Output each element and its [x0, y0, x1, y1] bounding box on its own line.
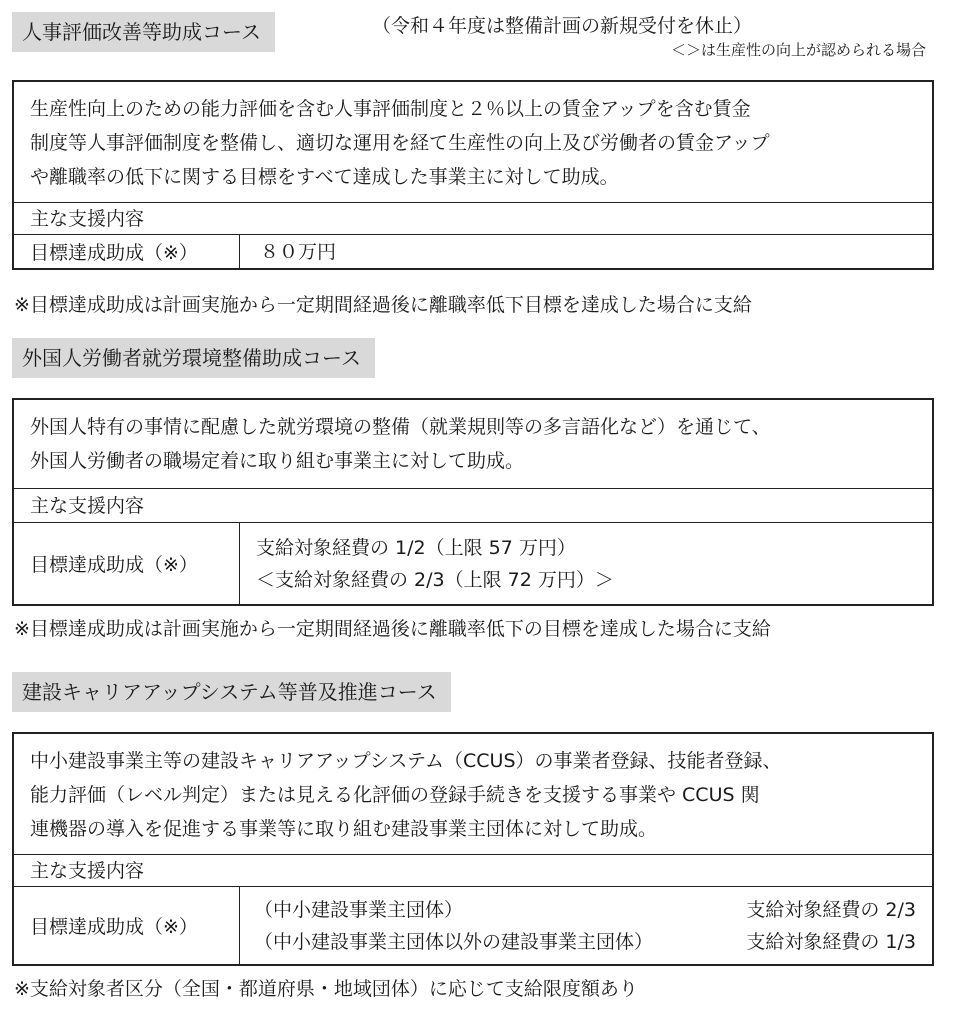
- course-box: [12, 398, 934, 606]
- description-line: 生産性向上のための能力評価を含む人事評価制度と２％以上の賃金アップを含む賃金: [30, 98, 751, 120]
- course-heading-row: [12, 672, 934, 712]
- item-name: 目標達成助成（※）: [14, 235, 240, 268]
- description-line: 能力評価（レベル判定）または見える化評価の登録手続きを支援する事業や CCUS 関: [30, 784, 760, 806]
- course-footnote: ※目標達成助成は計画実施から一定期間経過後に離職率低下目標を達成した場合に支給: [14, 294, 752, 316]
- course-description: [14, 82, 932, 202]
- rate-row: [254, 926, 932, 958]
- item-value: [240, 887, 932, 964]
- description-line: 制度等人事評価制度を整備し、適切な運用を経て生産性の向上及び労働者の賃金アップ: [30, 132, 770, 154]
- course-title: 建設キャリアアップシステム等普及推進コース: [12, 672, 451, 712]
- course-box: [12, 80, 934, 270]
- rate-group: （中小建設事業主団体）: [254, 898, 464, 921]
- course-footnote: ※目標達成助成は計画実施から一定期間経過後に離職率低下の目標を達成した場合に支給: [14, 618, 771, 640]
- rate-group: （中小建設事業主団体以外の建設事業主団体）: [254, 930, 654, 953]
- description-line: 中小建設事業主等の建設キャリアアップシステム（CCUS）の事業者登録、技能者登録、: [30, 750, 782, 772]
- description-line: 外国人特有の事情に配慮した就労環境の整備（就業規則等の多言語化など）を通じて、: [30, 416, 771, 438]
- description-line: や離職率の低下に関する目標をすべて達成した事業主に対して助成。: [30, 166, 619, 188]
- course-section-ccus: [12, 672, 934, 1006]
- course-description: [14, 734, 932, 854]
- item-value: [240, 235, 932, 268]
- item-value: [240, 523, 932, 604]
- course-box: [12, 732, 934, 966]
- rate-value: 支給対象経費の 1/3: [746, 930, 916, 953]
- item-name: 目標達成助成（※）: [14, 523, 240, 604]
- course-subnote: ＜＞は生産性の向上が認められる場合: [670, 41, 926, 59]
- support-label: 主な支援内容: [14, 854, 932, 886]
- support-item-row: [14, 522, 932, 604]
- item-name: 目標達成助成（※）: [14, 887, 240, 964]
- course-description: [14, 400, 932, 488]
- course-title: 外国人労働者就労環境整備助成コース: [12, 338, 375, 378]
- course-note: （令和４年度は整備計画の新規受付を休止）: [372, 15, 753, 37]
- course-title: 人事評価改善等助成コース: [12, 12, 275, 52]
- support-item-row: [14, 234, 932, 268]
- description-line: 連機器の導入を促進する事業等に取り組む建設事業主団体に対して助成。: [30, 818, 658, 840]
- support-label: 主な支援内容: [14, 202, 932, 234]
- item-value-line: ８０万円: [260, 240, 337, 263]
- rate-value: 支給対象経費の 2/3: [746, 898, 916, 921]
- course-footnote: ※支給対象者区分（全国・都道府県・地域団体）に応じて支給限度額あり: [14, 978, 638, 1000]
- course-heading-row: [12, 12, 934, 59]
- course-heading-row: [12, 338, 934, 378]
- course-section-foreign-workers: [12, 338, 934, 646]
- course-section-personnel-evaluation: [12, 12, 934, 322]
- support-label: 主な支援内容: [14, 488, 932, 522]
- rate-row: [254, 894, 932, 926]
- description-line: 外国人労働者の職場定着に取り組む事業主に対して助成。: [30, 450, 525, 472]
- item-value-line: ＜支給対象経費の 2/3（上限 72 万円）＞: [256, 568, 614, 591]
- item-value-line: 支給対象経費の 1/2（上限 57 万円）: [256, 536, 576, 559]
- support-item-row: [14, 886, 932, 964]
